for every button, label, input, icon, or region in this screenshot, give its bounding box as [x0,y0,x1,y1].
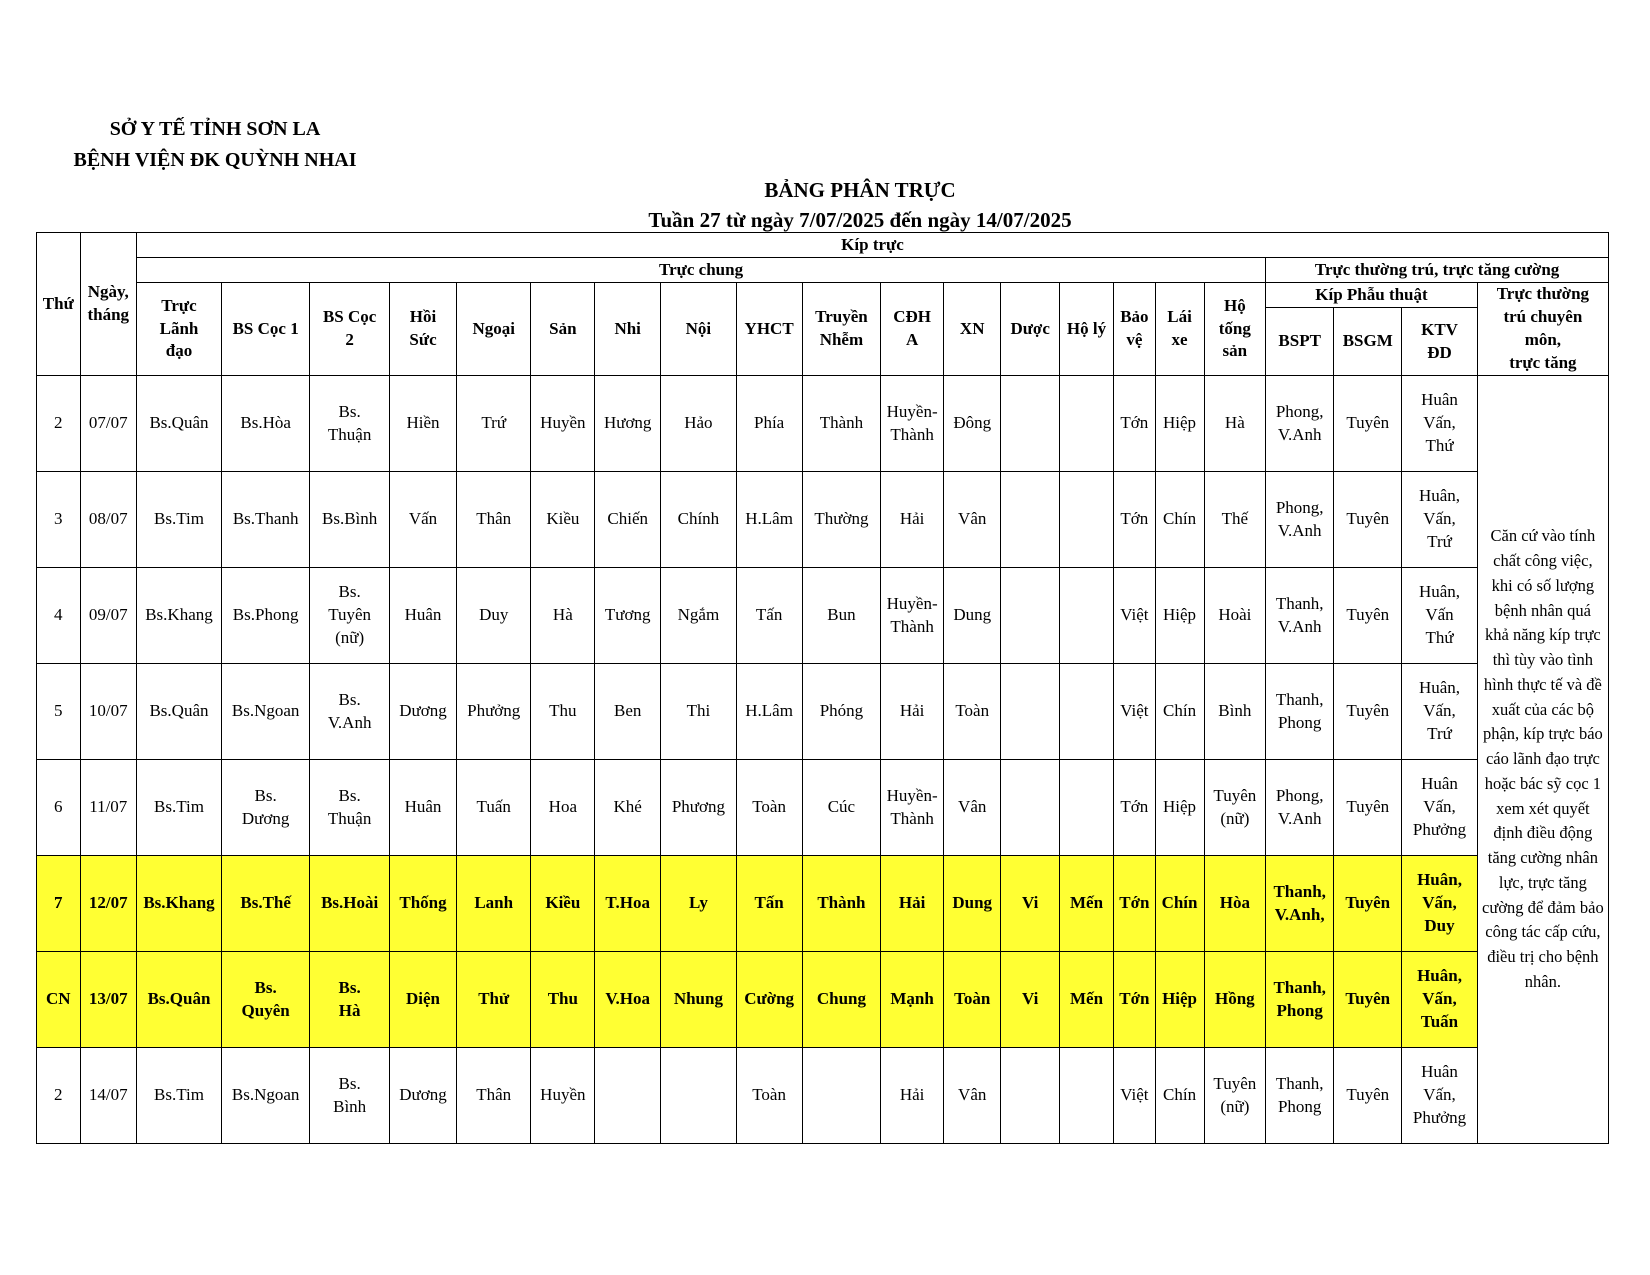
table-cell: Toàn [736,760,802,856]
table-cell: Hòa [1204,856,1266,952]
table-cell: Bs.Tim [136,472,221,568]
table-cell: Tuyên [1334,856,1402,952]
table-cell: Huyền [531,376,595,472]
table-cell: Tuyên [1334,952,1402,1048]
table-cell: Tuyên (nữ) [1204,760,1266,856]
cell-thu: 6 [37,760,81,856]
hospital-name: BỆNH VIỆN ĐK QUỲNH NHAI [73,149,357,171]
table-cell: Tớn [1114,856,1155,952]
table-cell: Dương [390,664,457,760]
table-cell: Bs.Thế [222,856,310,952]
table-cell: Hảo [661,376,737,472]
table-cell: Hà [1204,376,1266,472]
header-pt-col: BSGM [1334,308,1402,376]
table-cell: Tuyên [1334,568,1402,664]
table-cell: Vân [944,1048,1001,1144]
header-kip-phau-thuat: Kíp Phẫu thuật [1266,283,1478,308]
header-truc-chuyen-mon: Trực thường trú chuyên môn, trực tăng [1477,283,1608,376]
header-col: Hộ tống sản [1204,283,1266,376]
table-cell: Ngắm [661,568,737,664]
table-cell: Bs.Quân [136,376,221,472]
table-cell: Cúc [802,760,881,856]
table-cell: Bun [802,568,881,664]
table-cell: Bs.Khang [136,856,221,952]
table-cell: Phong, V.Anh [1266,376,1334,472]
table-cell: Vấn [390,472,457,568]
table-cell: Bs.Khang [136,568,221,664]
table-cell: Thanh, V.Anh, [1266,856,1334,952]
cell-thu: 3 [37,472,81,568]
table-cell [661,1048,737,1144]
table-cell [1001,664,1059,760]
table-cell: Hiền [390,376,457,472]
table-cell: Duy [457,568,531,664]
cell-date: 10/07 [80,664,136,760]
header-col: BS Cọc 1 [222,283,310,376]
table-cell: Kiều [531,856,595,952]
table-cell: Ly [661,856,737,952]
table-cell [595,1048,661,1144]
table-cell: Thu [531,952,595,1048]
table-cell: Chín [1155,472,1204,568]
table-cell: Toàn [944,952,1001,1048]
header-kip-truc: Kíp trực [136,233,1608,258]
table-cell: Thống [390,856,457,952]
table-cell: Thanh, Phong [1266,952,1334,1048]
table-cell: Bs.Tim [136,760,221,856]
header-col: Bảo vệ [1114,283,1155,376]
table-cell: Bs.Tim [136,1048,221,1144]
table-cell [1059,664,1113,760]
page-subtitle: Tuần 27 từ ngày 7/07/2025 đến ngày 14/07/2025 [648,208,1072,232]
header-col: Nội [661,283,737,376]
table-cell: Mạnh [881,952,944,1048]
table-cell: Tuyên [1334,472,1402,568]
table-cell: Huân Vấn, Phưởng [1402,1048,1478,1144]
table-cell: Hương [595,376,661,472]
table-cell: Phía [736,376,802,472]
table-cell: Dung [944,568,1001,664]
table-cell: Bs. Thuận [310,376,390,472]
table-cell: Vân [944,472,1001,568]
cell-date: 08/07 [80,472,136,568]
duty-schedule-table [36,232,1609,1144]
table-cell: Việt [1114,568,1155,664]
header-ngay: Ngày, tháng [80,233,136,376]
table-cell: Phong, V.Anh [1266,472,1334,568]
cell-thu: 5 [37,664,81,760]
header-pt-col: KTV ĐD [1402,308,1478,376]
table-cell: Huân, Vấn, Duy [1402,856,1478,952]
organization-name: SỞ Y TẾ TỈNH SƠN LA [109,118,321,140]
cell-date: 09/07 [80,568,136,664]
table-cell: Huyền- Thành [881,376,944,472]
table-cell: Bs. Quyên [222,952,310,1048]
table-cell: Bs.Phong [222,568,310,664]
table-cell: Bs.Hoài [310,856,390,952]
header-thu: Thứ [37,233,81,376]
cell-thu: CN [37,952,81,1048]
table-cell: Thành [802,376,881,472]
header-truc-thuong-tru: Trực thường trú, trực tăng cường [1266,258,1609,283]
table-cell: Huyền- Thành [881,568,944,664]
table-row [37,472,1609,568]
table-row [37,760,1609,856]
table-cell: Lanh [457,856,531,952]
table-cell [1001,568,1059,664]
table-cell: Tớn [1114,376,1155,472]
cell-thu: 2 [37,1048,81,1144]
header-col: BS Cọc 2 [310,283,390,376]
table-cell: Thi [661,664,737,760]
table-cell: Bs. Thuận [310,760,390,856]
table-cell: Bs. Hà [310,952,390,1048]
table-cell: Tuyên [1334,760,1402,856]
cell-date: 07/07 [80,376,136,472]
table-row [37,376,1609,472]
table-cell [1059,760,1113,856]
table-cell: Vi [1001,856,1059,952]
header-col: XN [944,283,1001,376]
table-cell: Hiệp [1155,376,1204,472]
table-cell: Chín [1155,856,1204,952]
table-cell: Huân, Vấn, Trứ [1402,664,1478,760]
table-cell: Huân Vấn, Phưởng [1402,760,1478,856]
header-col: Hồi Sức [390,283,457,376]
table-cell: Thu [531,664,595,760]
cell-thu: 2 [37,376,81,472]
table-cell: Tuyên [1334,664,1402,760]
table-cell: Hiệp [1155,760,1204,856]
table-cell: Dung [944,856,1001,952]
table-cell: Kiều [531,472,595,568]
table-cell: H.Lâm [736,664,802,760]
table-cell: Thân [457,472,531,568]
table-cell [1059,1048,1113,1144]
cell-date: 12/07 [80,856,136,952]
table-cell: Thanh, Phong [1266,1048,1334,1144]
table-cell: Tấn [736,856,802,952]
table-cell: Thành [802,856,881,952]
table-cell: Hải [881,1048,944,1144]
table-cell [1059,376,1113,472]
header-col: Dược [1001,283,1059,376]
table-cell: Phương [661,760,737,856]
header-truc-chung: Trực chung [136,258,1265,283]
table-cell: Huyền- Thành [881,760,944,856]
table-cell [1001,472,1059,568]
table-row [37,1048,1609,1144]
table-cell: Hiệp [1155,952,1204,1048]
table-cell [1059,568,1113,664]
table-cell: Đông [944,376,1001,472]
table-cell [1001,1048,1059,1144]
table-cell: Thanh, V.Anh [1266,568,1334,664]
table-row [37,952,1609,1048]
table-cell: Ben [595,664,661,760]
cell-date: 11/07 [80,760,136,856]
table-cell: Tuyên (nữ) [1204,1048,1266,1144]
table-cell: Hải [881,472,944,568]
table-cell: Việt [1114,664,1155,760]
table-cell: Huyền [531,1048,595,1144]
table-cell: Chiến [595,472,661,568]
table-cell [802,1048,881,1144]
header-col: YHCT [736,283,802,376]
table-cell: Bs. Bình [310,1048,390,1144]
table-cell: Thế [1204,472,1266,568]
header-col: Hộ lý [1059,283,1113,376]
table-cell: V.Hoa [595,952,661,1048]
table-cell [1059,472,1113,568]
note-cell: Căn cứ vào tính chất công việc, khi có số lượng bệnh nhân quá khả năng kíp trực thì tùy vào tình hình thực tế và đề xuất của các bộ phận, kíp trực báo cáo lãnh đạo trực hoặc bác sỹ cọc 1 xem xét quyết định điều động tăng cường nhân lực, trực tăng cường để đảm bảo công tác cấp cứu, điều trị cho bệnh nhân. [1477,376,1608,1144]
table-cell: Mến [1059,952,1113,1048]
table-cell: Bs.Quân [136,952,221,1048]
table-cell: Toàn [736,1048,802,1144]
table-cell: Huân Vấn, Thứ [1402,376,1478,472]
table-cell: Phóng [802,664,881,760]
table-row [37,568,1609,664]
table-cell: Diện [390,952,457,1048]
table-cell: Bs.Bình [310,472,390,568]
table-cell: Dương [390,1048,457,1144]
table-cell: Thân [457,1048,531,1144]
table-cell: Toàn [944,664,1001,760]
table-cell: Thường [802,472,881,568]
table-cell: Hải [881,664,944,760]
table-cell: Khé [595,760,661,856]
cell-thu: 7 [37,856,81,952]
header-col: Trực Lãnh đạo [136,283,221,376]
table-cell: Tớn [1114,760,1155,856]
header-col: Truyền Nhễm [802,283,881,376]
table-cell: Hoa [531,760,595,856]
cell-date: 13/07 [80,952,136,1048]
table-cell: Tuyên [1334,376,1402,472]
table-cell: Huân [390,760,457,856]
header-col: Sản [531,283,595,376]
header-col: Lái xe [1155,283,1204,376]
table-cell: Huân, Vấn, Tuấn [1402,952,1478,1048]
table-cell: Tuyên [1334,1048,1402,1144]
header-col: Nhi [595,283,661,376]
table-cell: Bs.Hòa [222,376,310,472]
table-cell: Bình [1204,664,1266,760]
table-cell: Bs. Dương [222,760,310,856]
table-cell: Mến [1059,856,1113,952]
table-cell: Chín [1155,1048,1204,1144]
header-col: CĐH A [881,283,944,376]
table-cell: Trứ [457,376,531,472]
table-row [37,664,1609,760]
table-cell: Bs.Ngoan [222,664,310,760]
table-cell: H.Lâm [736,472,802,568]
table-cell: Huân, Vấn Thứ [1402,568,1478,664]
cell-thu: 4 [37,568,81,664]
table-cell: Tuấn [457,760,531,856]
header-pt-col: BSPT [1266,308,1334,376]
table-cell: Huân [390,568,457,664]
table-cell: Cường [736,952,802,1048]
table-cell: Huân, Vấn, Trứ [1402,472,1478,568]
table-cell: Bs.Ngoan [222,1048,310,1144]
table-cell: T.Hoa [595,856,661,952]
table-cell: Vi [1001,952,1059,1048]
table-cell: Chung [802,952,881,1048]
table-cell: Tấn [736,568,802,664]
table-cell: Nhung [661,952,737,1048]
table-cell: Hoài [1204,568,1266,664]
page-title: BẢNG PHÂN TRỰC [764,178,956,202]
table-cell: Việt [1114,1048,1155,1144]
table-cell: Hải [881,856,944,952]
table-cell: Vân [944,760,1001,856]
table-cell [1001,760,1059,856]
table-cell: Hiệp [1155,568,1204,664]
table-cell: Thanh, Phong [1266,664,1334,760]
table-cell: Bs. V.Anh [310,664,390,760]
table-cell: Phong, V.Anh [1266,760,1334,856]
table-cell: Tớn [1114,472,1155,568]
table-cell: Thử [457,952,531,1048]
table-cell: Tương [595,568,661,664]
table-cell: Chính [661,472,737,568]
table-cell: Hồng [1204,952,1266,1048]
table-cell: Chín [1155,664,1204,760]
cell-date: 14/07 [80,1048,136,1144]
header-col: Ngoại [457,283,531,376]
table-cell: Hà [531,568,595,664]
table-cell [1001,376,1059,472]
table-cell: Bs. Tuyên (nữ) [310,568,390,664]
table-row [37,856,1609,952]
table-cell: Phưởng [457,664,531,760]
table-cell: Tớn [1114,952,1155,1048]
table-cell: Bs.Thanh [222,472,310,568]
table-cell: Bs.Quân [136,664,221,760]
